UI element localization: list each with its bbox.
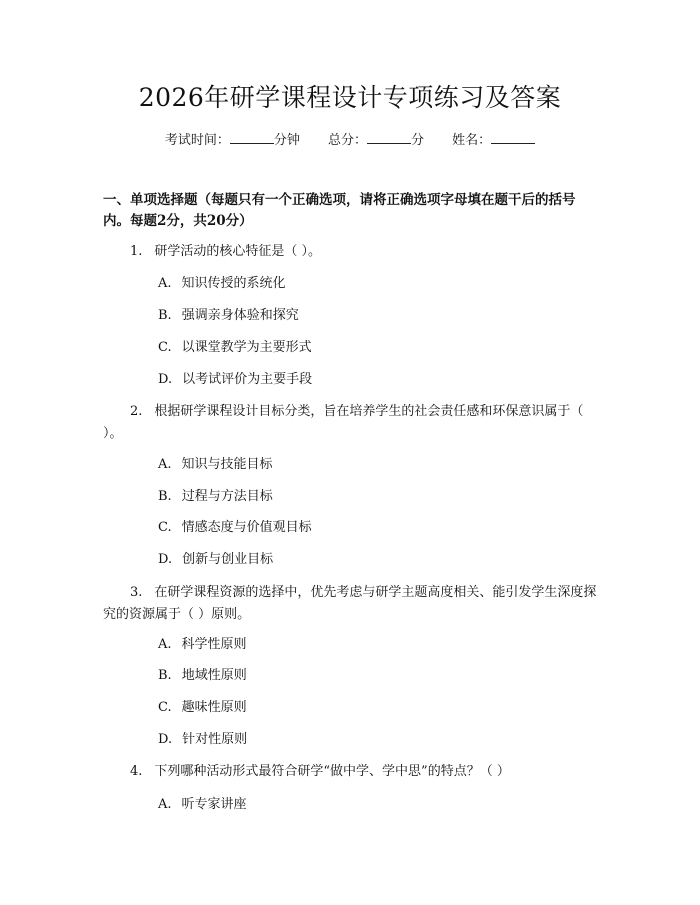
question-1: [103, 241, 599, 263]
section-heading: 一、单项选择题（每题只有一个正确选项，请将正确选项字母填在题干后的括号内。每题2分，共20分）: [103, 192, 576, 229]
question-number: 2.: [130, 404, 143, 419]
question-number: 3.: [130, 585, 143, 600]
exam-meta: [0, 130, 700, 151]
option-letter: B.: [158, 489, 172, 504]
question-number: 1.: [130, 244, 143, 259]
question-text: 研学活动的核心特征是（ ）。: [154, 244, 322, 259]
score-blank: [367, 130, 411, 144]
score-label: 总分：: [327, 133, 367, 148]
option-text: 情感态度与价值观目标: [181, 520, 312, 535]
option-1a: [158, 274, 286, 294]
option-letter: A.: [158, 457, 172, 472]
question-2: [103, 401, 599, 445]
option-text: 过程与方法目标: [181, 489, 273, 504]
option-text: 知识传授的系统化: [181, 276, 286, 291]
option-3c: [158, 698, 247, 718]
time-label: 考试时间：: [164, 133, 230, 148]
option-letter: C.: [158, 340, 172, 355]
page-title: 2026年研学课程设计专项练习及答案: [138, 83, 562, 112]
option-1b: [158, 306, 299, 326]
option-text: 趣味性原则: [181, 700, 247, 715]
option-2c: [158, 518, 312, 538]
option-2d: [158, 550, 273, 570]
score-unit: 分: [411, 133, 425, 148]
question-number: 4.: [130, 764, 143, 779]
question-text: 在研学课程资源的选择中，优先考虑与研学主题高度相关、能引发学生深度探究的资源属于（ ）原则。: [103, 585, 597, 622]
name-label: 姓名：: [452, 133, 492, 148]
option-letter: D.: [158, 552, 173, 567]
option-3b: [158, 666, 247, 686]
option-letter: D.: [158, 732, 173, 747]
option-letter: A.: [158, 637, 172, 652]
option-2a: [158, 455, 273, 475]
option-letter: C.: [158, 700, 172, 715]
option-text: 强调亲身体验和探究: [181, 308, 299, 323]
time-blank: [230, 130, 274, 144]
option-letter: A.: [158, 276, 172, 291]
option-3a: [158, 635, 247, 655]
option-3d: [158, 730, 247, 750]
option-text: 针对性原则: [182, 732, 248, 747]
option-text: 创新与创业目标: [182, 552, 274, 567]
option-text: 以课堂教学为主要形式: [181, 340, 312, 355]
name-blank: [491, 130, 535, 144]
option-1d: [158, 370, 312, 390]
option-text: 以考试评价为主要手段: [182, 372, 313, 387]
option-letter: D.: [158, 372, 173, 387]
question-text: 根据研学课程设计目标分类，旨在培养学生的社会责任感和环保意识属于（ ）。: [103, 404, 584, 441]
option-2b: [158, 487, 273, 507]
option-letter: C.: [158, 520, 172, 535]
option-letter: B.: [158, 308, 172, 323]
option-4a: [158, 795, 247, 815]
time-unit: 分钟: [273, 133, 300, 148]
option-1c: [158, 338, 312, 358]
name-field: [452, 130, 535, 151]
option-text: 科学性原则: [181, 637, 247, 652]
time-field: [165, 130, 300, 151]
option-text: 听专家讲座: [181, 797, 247, 812]
score-field: [328, 130, 424, 151]
question-3: [103, 582, 599, 626]
option-letter: A.: [158, 797, 172, 812]
option-text: 知识与技能目标: [181, 457, 273, 472]
question-4: [103, 761, 599, 783]
option-text: 地域性原则: [181, 668, 247, 683]
question-text: 下列哪种活动形式最符合研学“做中学、学中思”的特点？（ ）: [154, 764, 510, 779]
option-letter: B.: [158, 668, 172, 683]
